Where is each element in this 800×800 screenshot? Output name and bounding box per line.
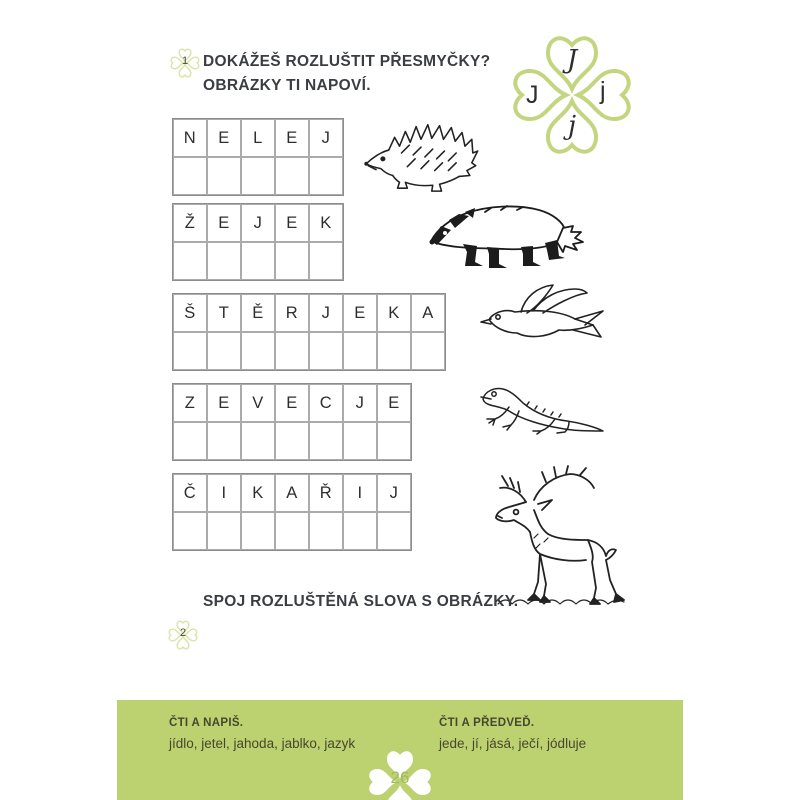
answer-cell[interactable] [275,422,309,460]
swallow-image[interactable] [477,281,607,353]
footer-read-act [439,717,586,751]
answer-cell[interactable] [275,242,309,280]
answer-cell[interactable] [207,512,241,550]
task1-title-line1: DOKÁŽEŠ ROZLUŠTIT PŘESMYČKY? [203,53,491,70]
answer-cell[interactable] [275,157,309,195]
answer-cell[interactable] [275,332,309,370]
task1-title [203,50,490,98]
letter-cell: Ř [309,474,343,512]
letter-cell: Č [173,474,207,512]
letter-cell: E [207,119,241,157]
letter-cell: Ě [241,294,275,332]
page-number-clover [362,744,438,800]
letter-cell: A [275,474,309,512]
answer-cell[interactable] [241,242,275,280]
answer-cell[interactable] [241,422,275,460]
letter-clover [502,25,642,165]
letter-cell: E [377,384,411,422]
answer-cell[interactable] [377,332,411,370]
anagram-grid-1 [172,118,344,196]
letter-cell: E [275,384,309,422]
task1-number: 1 [181,55,189,67]
letter-cell: J [241,204,275,242]
answer-cell[interactable] [309,157,343,195]
answer-cell[interactable] [377,422,411,460]
answer-cell[interactable] [241,332,275,370]
answer-cell[interactable] [173,157,207,195]
answer-cell[interactable] [207,157,241,195]
footer-read-act-words: jede, jí, jásá, ječí, jódluje [439,736,587,751]
answer-cell[interactable] [241,157,275,195]
answer-cell[interactable] [309,422,343,460]
answer-cell[interactable] [241,512,275,550]
clover-letter-print-j: j [600,77,606,105]
answer-cell[interactable] [377,512,411,550]
task2-clover-icon [166,618,200,652]
letter-cell: Z [173,384,207,422]
clover-letter-cursive-J: J [566,45,578,75]
answer-cell[interactable] [207,242,241,280]
letter-cell: Ž [173,204,207,242]
answer-cell[interactable] [173,332,207,370]
letter-cell: Š [173,294,207,332]
footer-bar [117,700,683,800]
answer-cell[interactable] [173,422,207,460]
letter-cell: L [241,119,275,157]
page-number: 26 [390,768,410,787]
letter-cell: A [411,294,445,332]
letter-cell: V [241,384,275,422]
answer-cell[interactable] [309,512,343,550]
letter-cell: N [173,119,207,157]
anagram-grid-5 [172,473,412,551]
answer-cell[interactable] [173,242,207,280]
answer-cell[interactable] [411,332,445,370]
letter-cell: E [207,384,241,422]
anagram-grid-3 [172,293,446,371]
answer-cell[interactable] [173,512,207,550]
footer-read-act-heading: ČTI A PŘEDVEĎ. [439,717,535,729]
anagram-grid-4 [172,383,412,461]
footer-read-write [169,717,355,751]
letter-cell: C [309,384,343,422]
badger-image[interactable] [424,192,586,274]
letter-cell: R [275,294,309,332]
answer-cell[interactable] [343,512,377,550]
answer-cell[interactable] [207,422,241,460]
letter-cell: E [275,119,309,157]
clover-letter-cursive-j: j [567,111,577,141]
letter-cell: J [309,119,343,157]
hedgehog-image[interactable] [362,110,480,196]
task1-title-line2: OBRÁZKY TI NAPOVÍ. [203,77,371,94]
answer-cell[interactable] [309,332,343,370]
letter-cell: J [377,474,411,512]
answer-cell[interactable] [343,422,377,460]
footer-read-write-words: jídlo, jetel, jahoda, jablko, jazyk [169,736,356,751]
footer-read-write-heading: ČTI A NAPIŠ. [169,717,244,729]
letter-cell: E [343,294,377,332]
answer-cell[interactable] [207,332,241,370]
letter-cell: E [207,204,241,242]
task2-number: 2 [179,627,187,639]
task2-title: SPOJ ROZLUŠTĚNÁ SLOVA S OBRÁZKY. [203,593,519,610]
lizard-image[interactable] [477,375,609,437]
letter-cell: K [309,204,343,242]
letter-cell: E [275,204,309,242]
task1-clover-icon [168,46,202,80]
letter-cell: T [207,294,241,332]
letter-cell: K [377,294,411,332]
anagram-grid-2 [172,203,344,281]
letter-cell: J [343,384,377,422]
answer-cell[interactable] [309,242,343,280]
clover-letter-print-J: J [526,81,539,109]
letter-cell: K [241,474,275,512]
answer-cell[interactable] [275,512,309,550]
letter-cell: I [207,474,241,512]
answer-cell[interactable] [343,332,377,370]
letter-cell: I [343,474,377,512]
letter-cell: J [309,294,343,332]
